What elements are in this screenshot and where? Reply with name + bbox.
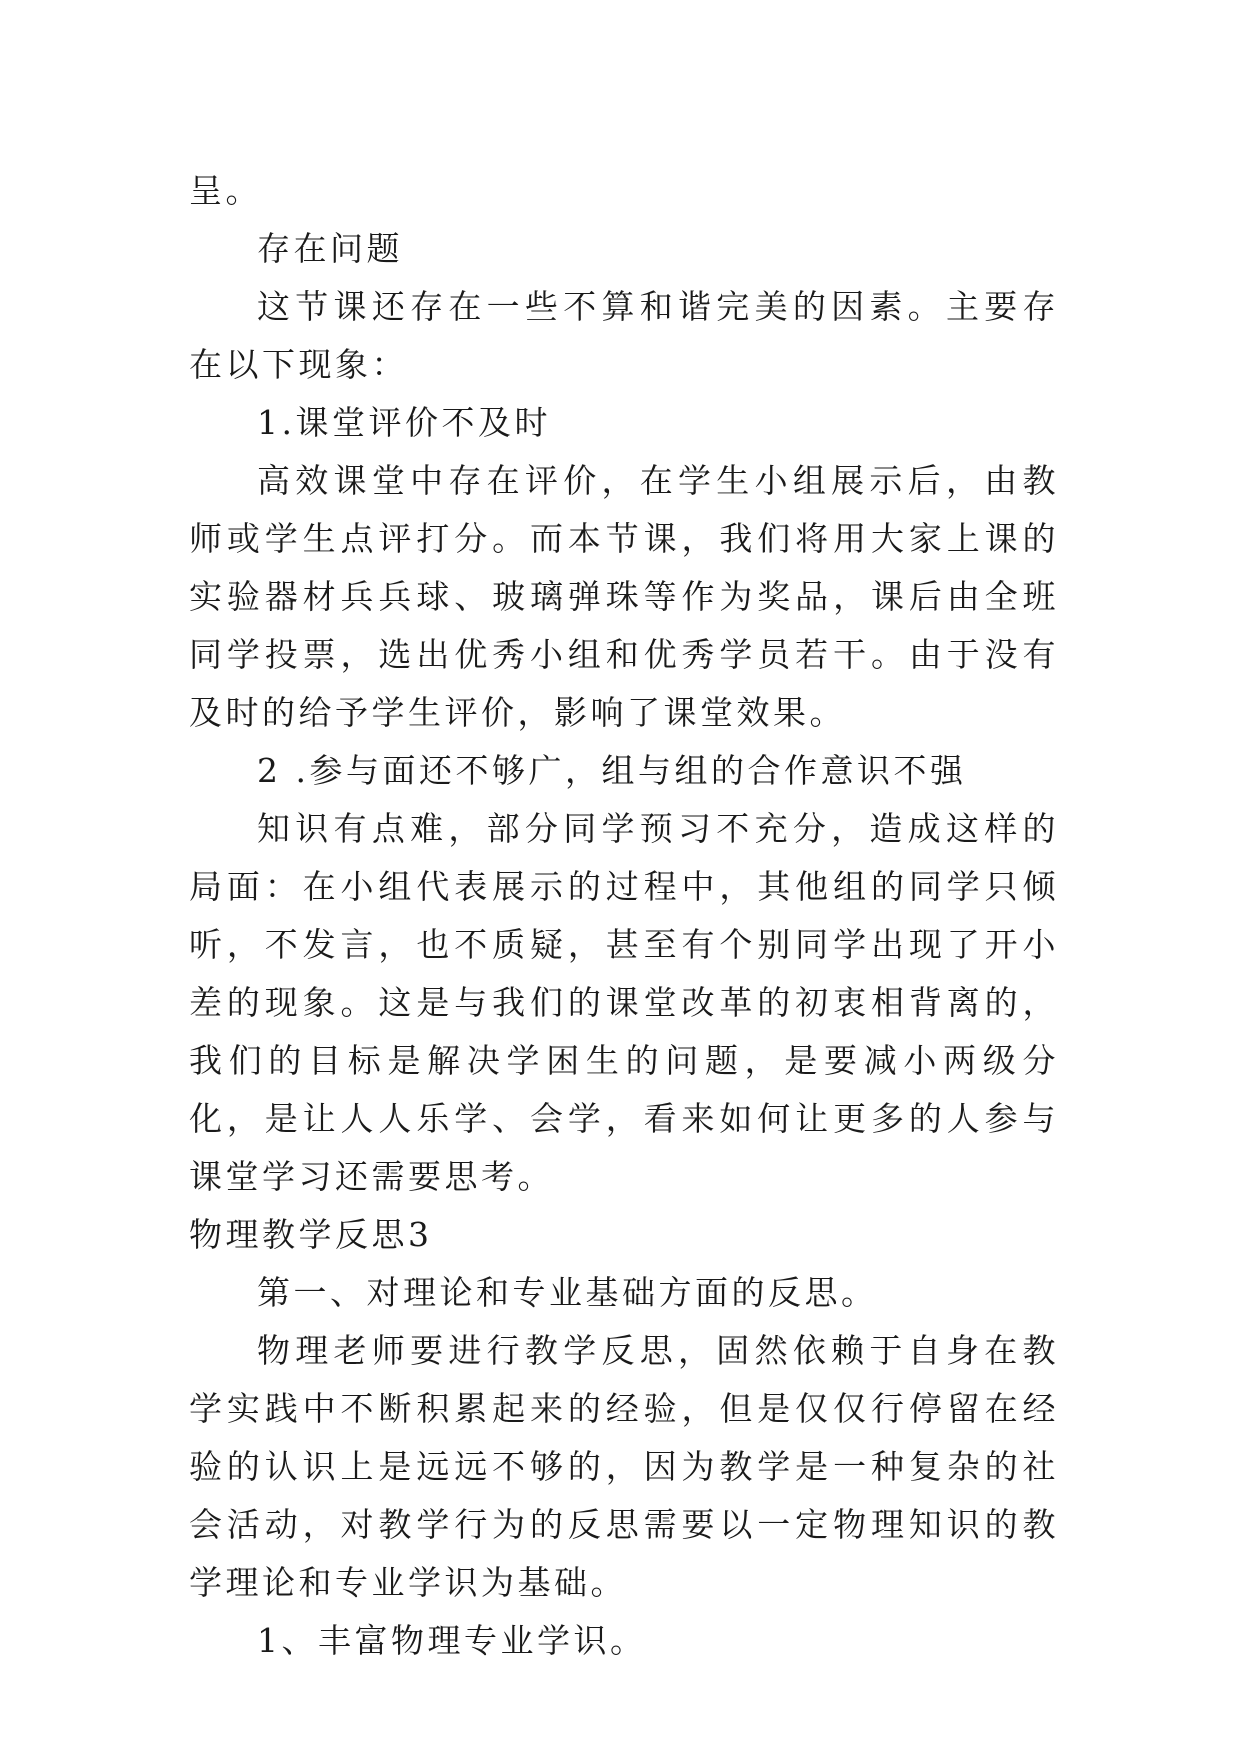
section-heading-problems: 存在问题: [257, 229, 403, 268]
paragraph: 这节课还存在一些不算和谐完美的因素。主要存在以下现象：: [189, 287, 1059, 384]
paragraph: 知识有点难，部分同学预习不充分，造成这样的局面：在小组代表展示的过程中，其他组的同学只倾听，不发言，也不质疑，甚至有个别同学出现了开小差的现象。这是与我们的课堂改革的初衷相背离的，我们的目标是解决学困生的问题，是要减小两级分化，是让人人乐学、会学，看来如何让更多的人参与课堂学习还需要思考。: [189, 809, 1059, 1196]
section-title: 物理教学反思3: [189, 1215, 433, 1254]
list-item-heading: 2 .参与面还不够广，组与组的合作意识不强: [257, 751, 967, 790]
paragraph: 呈。: [189, 171, 262, 210]
list-item-heading: 1.课堂评价不及时: [257, 403, 551, 442]
paragraph: 高效课堂中存在评价，在学生小组展示后，由教师或学生点评打分。而本节课，我们将用大家上课的实验器材兵兵球、玻璃弹珠等作为奖品，课后由全班同学投票，选出优秀小组和优秀学员若干。由于没有及时的给予学生评价，影响了课堂效果。: [189, 461, 1059, 732]
document-body: [189, 162, 1059, 1670]
paragraph: 物理老师要进行教学反思，固然依赖于自身在教学实践中不断积累起来的经验，但是仅仅行停留在经验的认识上是远远不够的，因为教学是一种复杂的社会活动，对教学行为的反思需要以一定物理知识的教学理论和专业学识为基础。: [189, 1331, 1059, 1602]
list-item-heading: 1、丰富物理专业学识。: [257, 1621, 647, 1660]
subsection-heading: 第一、对理论和专业基础方面的反思。: [257, 1273, 878, 1312]
